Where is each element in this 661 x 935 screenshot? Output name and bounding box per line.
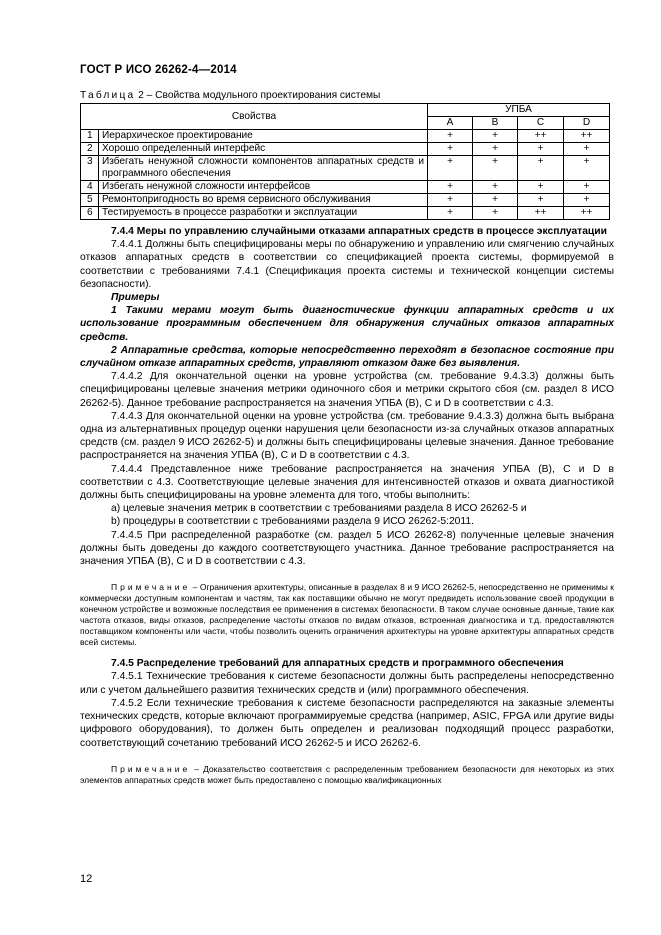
cell-a: +: [428, 181, 473, 194]
cell-d: +: [564, 194, 610, 207]
row-number: 6: [81, 207, 99, 220]
cell-b: +: [473, 181, 518, 194]
paragraph-7-4-4-1: 7.4.4.1 Должны быть специфицированы меры по обнаружению и управлению или смягчению случайных отказов аппаратных средств в соответствии со спецификацией проекта системы, формируемой в соответствии с требованиями 7.4.1 (Спецификация проекта системы и технической концепции системы безопасности).: [80, 239, 614, 290]
note-1: [80, 582, 614, 648]
paragraph-7-4-5-1: 7.4.5.1 Технические требования к системе безопасности должны быть распределены непосредственно или с учетом дальнейшего развития технических средств и (или) программного обеспечения.: [80, 671, 614, 696]
cell-b: +: [473, 156, 518, 181]
row-property: Ремонтопригодность во время сервисного обслуживания: [99, 194, 428, 207]
col-header-group: УПБА: [428, 104, 610, 117]
cell-a: +: [428, 130, 473, 143]
body-text: [80, 225, 614, 795]
table-caption-text: 2 – Свойства модульного проектирования системы: [135, 90, 381, 101]
paragraph-7-4-4-4: 7.4.4.4 Представленное ниже требование распространяется на значения УПБА (В), С и D в соответствии с 4.3. Соответствующие целевые значения для интенсивностей отказов и охвата диагностикой должны быть специфицированы на уровне элемента для того, чтобы выполнить:: [80, 463, 614, 502]
table-row: [81, 130, 610, 143]
table-header-row: [81, 104, 610, 117]
list-item-b: b) процедуры в соответствии с требованиями раздела 9 ИСО 26262-5:2011.: [111, 516, 474, 528]
table-caption-label: Таблица: [80, 90, 136, 101]
properties-table: [80, 103, 610, 220]
cell-c: +: [518, 156, 564, 181]
cell-b: +: [473, 130, 518, 143]
col-header-d: D: [564, 117, 610, 130]
note-2-text: – Доказательство соответствия с распределенным требованием безопасности для некоторых из этих элементов аппаратных средств может быть предоставлено с помощью квалификационных: [80, 763, 614, 785]
cell-d: +: [564, 156, 610, 181]
row-property: Избегать ненужной сложности интерфейсов: [99, 181, 428, 194]
cell-a: +: [428, 156, 473, 181]
example-1: 1 Такими мерами могут быть диагностические функции аппаратных средств и их использование программным обеспечением для обнаружения случайных отказов аппаратных средств.: [80, 305, 614, 343]
example-2: 2 Аппаратные средства, которые непосредственно переходят в безопасное состояние при случайном отказе аппаратных средств, управляют отказом даже без выявления.: [80, 344, 614, 370]
section-7-4-4-title: 7.4.4 Меры по управлению случайными отказами аппаратных средств в процессе эксплуатации: [111, 226, 607, 237]
col-header-properties: Свойства: [81, 104, 428, 130]
cell-c: +: [518, 194, 564, 207]
cell-d: ++: [564, 130, 610, 143]
document-header: ГОСТ Р ИСО 26262-4—2014: [80, 64, 237, 76]
cell-c: ++: [518, 207, 564, 220]
section-7-4-5-title: 7.4.5 Распределение требований для аппаратных средств и программного обеспечения: [111, 658, 564, 670]
cell-b: +: [473, 143, 518, 156]
cell-a: +: [428, 143, 473, 156]
cell-a: +: [428, 207, 473, 220]
col-header-c: C: [518, 117, 564, 130]
row-number: 1: [81, 130, 99, 143]
note-1-label: Примечание: [111, 582, 191, 593]
note-2: [80, 764, 614, 786]
row-property: Хорошо определенный интерфейс: [99, 143, 428, 156]
cell-b: +: [473, 207, 518, 220]
col-header-b: B: [473, 117, 518, 130]
paragraph-7-4-4-5: 7.4.4.5 При распределенной разработке (см. раздел 5 ИСО 26262-8) полученные целевые значения должны быть доведены до каждого соответствующего участника. Данное требование распространяется на значения УПБА (В), С и D в соответствии с 4.3.: [80, 529, 614, 568]
row-number: 2: [81, 143, 99, 156]
row-number: 4: [81, 181, 99, 194]
paragraph-7-4-4-3: 7.4.4.3 Для окончательной оценки на уровне устройства (см. требование 9.4.3.3) должна быть выбрана одна из альтернативных процедур оценки нарушения цели безопасности из-за случайных отказов аппаратных средств (см. раздел 9 ИСО 26262-5) и должны быть специфицированы целевые значения. Данное требование распространяется на значения УПБА (В), С и D в соответствии с 4.3.: [80, 410, 614, 462]
row-property: Избегать ненужной сложности компонентов аппаратных средств и программного обеспечения: [99, 156, 428, 181]
row-number: 3: [81, 156, 99, 181]
cell-c: +: [518, 143, 564, 156]
col-header-a: A: [428, 117, 473, 130]
cell-c: ++: [518, 130, 564, 143]
cell-d: +: [564, 143, 610, 156]
row-property: Иерархическое проектирование: [99, 130, 428, 143]
table-row: [81, 156, 610, 181]
cell-c: +: [518, 181, 564, 194]
table-caption: [80, 90, 380, 101]
row-property: Тестируемость в процессе разработки и эксплуатации: [99, 207, 428, 220]
table-row: [81, 181, 610, 194]
cell-d: ++: [564, 207, 610, 220]
table-row: [81, 194, 610, 207]
examples-title: Примеры: [111, 292, 160, 304]
cell-b: +: [473, 194, 518, 207]
note-2-label: Примечание: [111, 763, 191, 774]
list-item-a: a) целевые значения метрик в соответствии с требованиями раздела 8 ИСО 26262-5 и: [111, 503, 527, 515]
paragraph-7-4-4-2: 7.4.4.2 Для окончательной оценки на уровне устройства (см. требование 9.4.3.3) должны быть специфицированы целевые значения метрики одиночного сбоя и метрики скрытого сбоя (см. раздел 8 ИСО 26262-5). Данное требование распространяется на значения УПБА (В), С и D в соответствии с 4.3.: [80, 371, 614, 409]
cell-d: +: [564, 181, 610, 194]
table-row: [81, 207, 610, 220]
paragraph-7-4-5-2: 7.4.5.2 Если технические требования к системе безопасности распределяются на заказные элементы технических средств, которые включают программируемые средства (например, ASIC, FPGA или другие виды цифрового оборудования), то должен быть определен и реализован подходящий процесс разработки, соответствующий сочетанию требований ИСО 26262-5 и ИСО 26262-6.: [80, 697, 614, 749]
cell-a: +: [428, 194, 473, 207]
table-row: [81, 143, 610, 156]
page-number: 12: [80, 873, 93, 885]
row-number: 5: [81, 194, 99, 207]
note-1-text: – Ограничения архитектуры, описанные в разделах 8 и 9 ИСО 26262-5, непосредственно не применимы к коммерчески доступным компонентам и частям, так как поставщики обычно не могут предвидеть использование своей продукции в конечном устройстве и возможные последствия ее применения в системах безопасности. В таком случае основные данные, такие как частота отказов, виды отказов, распределение частоты отказов по видам отказов, встроенная диагностика и т.д. предоставляются поставщиком компоненты или части, чтобы позволить оценить ограничения архитектуры на уровне архитектуры аппаратных средств всей системы.: [80, 582, 614, 648]
